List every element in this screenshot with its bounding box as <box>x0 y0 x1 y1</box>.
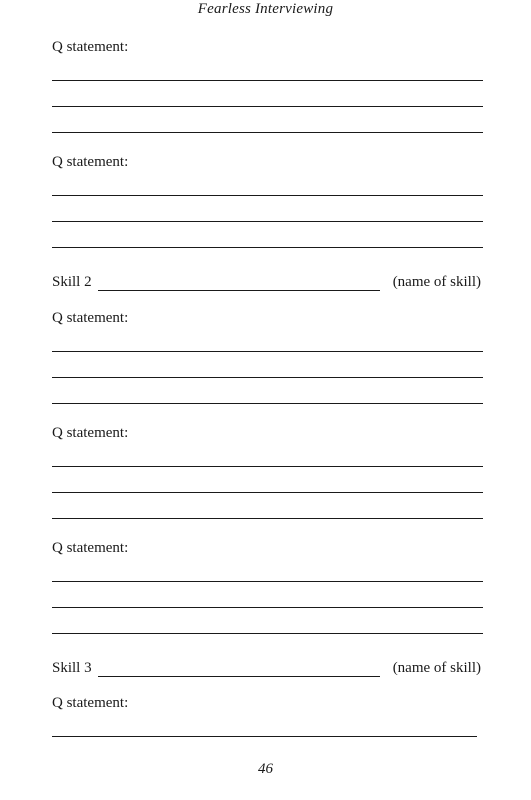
q-statement-label: Q statement: <box>52 540 129 556</box>
answer-line[interactable] <box>52 403 483 404</box>
answer-line[interactable] <box>52 247 483 248</box>
answer-line[interactable] <box>52 581 483 582</box>
answer-line[interactable] <box>52 492 483 493</box>
q-statement-label: Q statement: <box>52 425 129 441</box>
answer-line[interactable] <box>52 633 483 634</box>
answer-line[interactable] <box>52 80 483 81</box>
answer-line[interactable] <box>52 195 483 196</box>
skill-name-blank[interactable] <box>98 290 380 291</box>
answer-line[interactable] <box>52 106 483 107</box>
answer-line[interactable] <box>52 518 483 519</box>
skill-name-blank[interactable] <box>98 676 380 677</box>
answer-line[interactable] <box>52 607 483 608</box>
answer-line[interactable] <box>52 377 483 378</box>
q-statement-label: Q statement: <box>52 39 129 55</box>
q-statement-label: Q statement: <box>52 154 129 170</box>
answer-line[interactable] <box>52 736 477 737</box>
skill-name-hint: (name of skill) <box>392 660 481 676</box>
answer-line[interactable] <box>52 221 483 222</box>
q-statement-label: Q statement: <box>52 695 129 711</box>
running-head: Fearless Interviewing <box>197 1 334 17</box>
skill-row <box>52 274 483 294</box>
skill-label: Skill 2 <box>52 274 92 290</box>
answer-line[interactable] <box>52 351 483 352</box>
page-number: 46 <box>258 761 273 777</box>
skill-label: Skill 3 <box>52 660 92 676</box>
q-statement-label: Q statement: <box>52 310 129 326</box>
skill-row <box>52 660 483 680</box>
skill-name-hint: (name of skill) <box>392 274 481 290</box>
answer-line[interactable] <box>52 132 483 133</box>
answer-line[interactable] <box>52 466 483 467</box>
